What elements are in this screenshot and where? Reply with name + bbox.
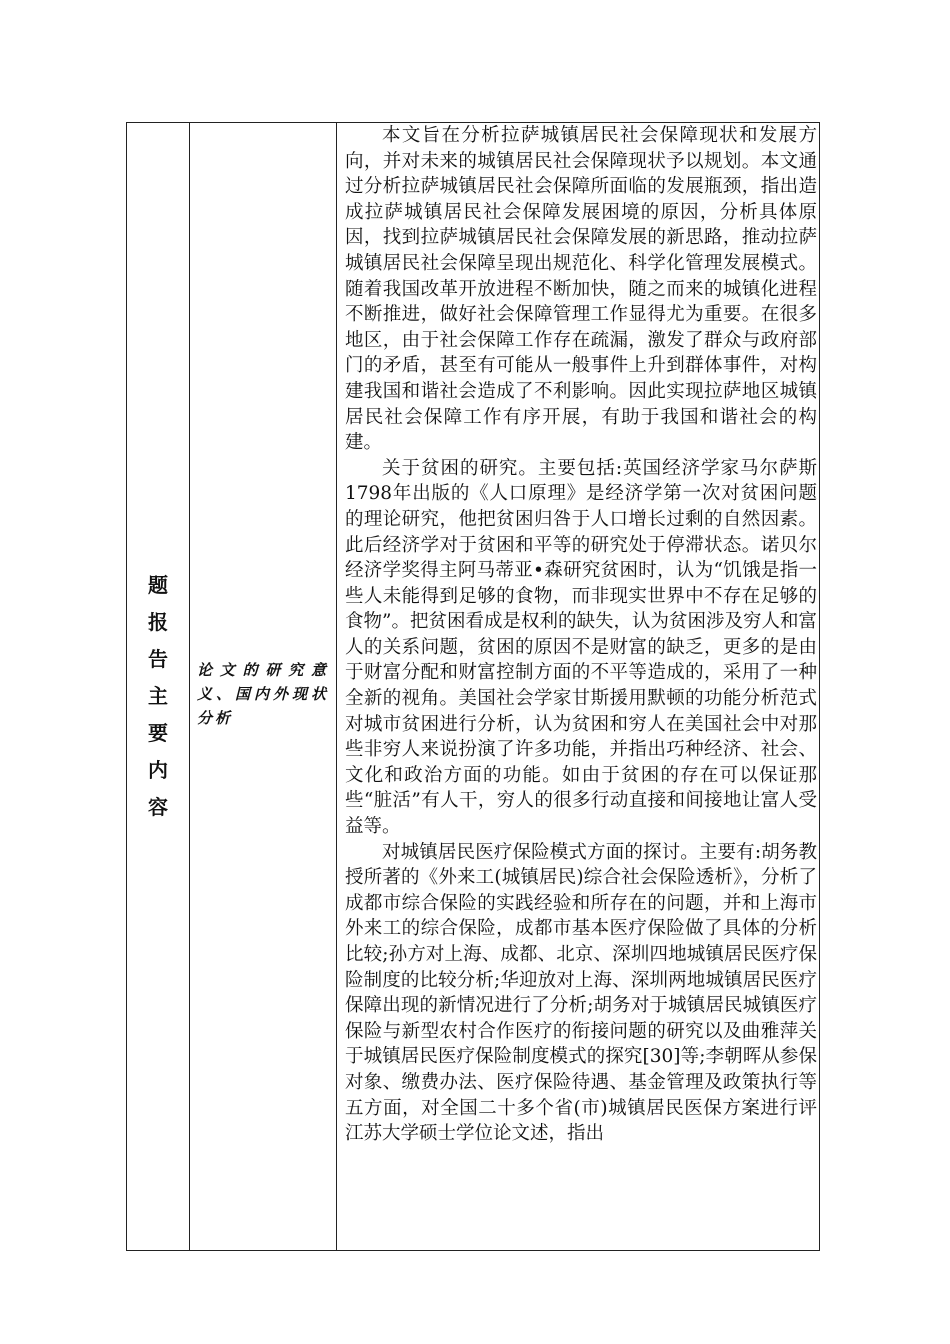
paragraph-medical-insurance: 对城镇居民医疗保险模式方面的探讨。主要有:胡务教授所著的《外来工(城镇居民)综合社会保险透析》，分析了成都市综合保险的实践经验和所存在的问题，并和上海市外来工的综合保险，成都市基本医疗保险做了具体的分析比较;孙方对上海、成都、北京、深圳四地城镇居民医疗保险制度的比较分析;华迎放对上海、深圳两地城镇居民医疗保障出现的新情况进行了分析;胡务对于城镇居民城镇医疗保险与新型农村合作医疗的衔接问题的研究以及曲雅萍关于城镇居民医疗保险制度模式的探究[30]等;李朝晖从参保对象、缴费办法、医疗保险待遇、基金管理及政策执行等五方面，对全国二十多个省(市)城镇居民医保方案进行评江苏大学硕士学位论文述，指出 xyxy=(345,841,817,1145)
content-cell xyxy=(337,123,819,1250)
section-label-cell xyxy=(127,123,190,1250)
report-table xyxy=(126,122,820,1251)
content-body xyxy=(345,123,817,1147)
section-label: 题报告主要内容 xyxy=(148,573,168,819)
subsection-label: 论文的研究意义、国内外现状分析 xyxy=(197,660,329,727)
subsection-label-cell xyxy=(190,123,337,1250)
paragraph-research-significance: 本文旨在分析拉萨城镇居民社会保障现状和发展方向，并对未来的城镇居民社会保障现状予以规划。本文通过分析拉萨城镇居民社会保障所面临的发展瓶颈，指出造成拉萨城镇居民社会保障发展困境的原因，分析具体原因，找到拉萨城镇居民社会保障发展的新思路，推动拉萨城镇居民社会保障呈现出规范化、科学化管理发展模式。随着我国改革开放进程不断加快，随之而来的城镇化进程不断推进，做好社会保障管理工作显得尤为重要。在很多地区，由于社会保障工作存在疏漏，激发了群众与政府部门的矛盾，甚至有可能从一般事件上升到群体事件，对构建我国和谐社会造成了不利影响。因此实现拉萨地区城镇居民社会保障工作有序开展，有助于我国和谐社会的构建。 xyxy=(345,125,817,454)
paragraph-poverty-research: 关于贫困的研究。主要包括:英国经济学家马尔萨斯1798年出版的《人口原理》是经济学第一次对贫困问题的理论研究，他把贫困归咎于人口增长过剩的自然因素。此后经济学对于贫困和平等的研究处于停滞状态。诺贝尔经济学奖得主阿马蒂亚•森研究贫困时，认为“饥饿是指一些人未能得到足够的食物，而非现实世界中不存在足够的食物”。把贫困看成是权利的缺失，认为贫困涉及穷人和富人的关系问题，贫困的原因不是财富的缺乏，更多的是由于财富分配和财富控制方面的不平等造成的，采用了一种全新的视角。美国社会学家甘斯援用默顿的功能分析范式对城市贫困进行分析，认为贫困和穷人在美国社会中对那些非穷人来说扮演了许多功能，并指出巧种经济、社会、文化和政治方面的功能。如由于贫困的存在可以保证那些“脏活”有人干，穷人的很多行动直接和间接地让富人受益等。 xyxy=(345,457,817,838)
